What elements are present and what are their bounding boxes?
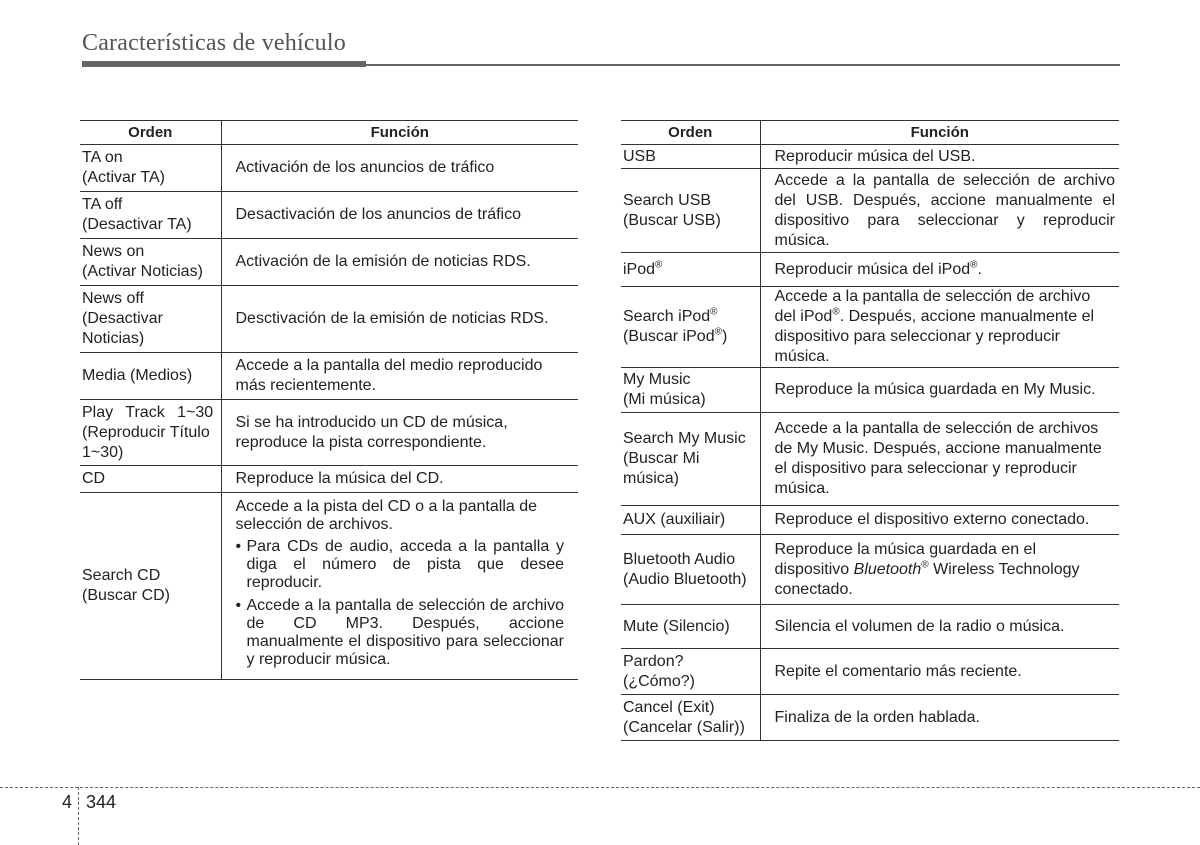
command-text: música) (623, 470, 680, 487)
function-text: Accede a la pantalla de selección de archivo del iPod (774, 288, 1091, 325)
registered-mark: ® (970, 259, 978, 271)
command-text: Play Track 1~30 (82, 403, 214, 421)
command-text: ) (721, 328, 728, 345)
registered-mark: ® (921, 559, 929, 571)
command-text: My Music (623, 371, 691, 388)
command-text: (Cancelar (Salir)) (623, 718, 745, 736)
function-cell (221, 493, 578, 680)
command-text: TA off (82, 196, 123, 213)
table-row (621, 506, 1119, 535)
table-row (621, 535, 1119, 605)
command-text: TA on (82, 149, 123, 166)
function-cell: Accede a la pantalla de selección de archivo del USB. Después, accione manualmente el dispositivo para seleccionar y reproducir música. (760, 169, 1119, 253)
page-title: Características de vehículo (82, 30, 346, 56)
table-row (621, 368, 1119, 413)
column-header-function: Función (760, 121, 1119, 145)
function-cell (760, 253, 1119, 287)
function-cell: Si se ha introducido un CD de música, reproduce la pista correspondiente. (221, 400, 578, 466)
registered-mark: ® (655, 259, 663, 271)
table-row (80, 400, 578, 466)
function-text-italic: Bluetooth (853, 560, 922, 578)
function-cell (760, 535, 1119, 605)
function-text: Accede a la pista del CD o a la pantalla de selección de archivos. (235, 498, 538, 533)
command-text: Bluetooth Audio (623, 550, 736, 568)
command-text: (Activar Noticias) (82, 263, 203, 280)
table-row (80, 493, 578, 680)
function-cell: Activación de los anuncios de tráfico (221, 145, 578, 192)
bullet-item: • Para CDs de audio, acceda a la pantalla y diga el número de pista que desee reproducir. (236, 538, 565, 592)
command-cell (621, 253, 760, 287)
column-header-order: Orden (80, 121, 221, 145)
command-text: (Buscar Mi (623, 450, 700, 467)
table-row (621, 253, 1119, 287)
table-row (80, 145, 578, 192)
header-rule-accent (82, 61, 366, 67)
command-cell (621, 287, 760, 368)
function-cell: Accede a la pantalla del medio reproducido más recientemente. (221, 353, 578, 400)
table-row (80, 239, 578, 286)
command-text: (Reproducir Título (82, 423, 210, 441)
command-text: (Audio Bluetooth) (623, 570, 747, 588)
bullet-item: • Accede a la pantalla de selección de archivo de CD MP3. Después, accione manualmente el dispositivo para seleccionar y reproducir música. (236, 597, 565, 669)
command-text: Pardon? (623, 652, 684, 670)
table-row (621, 287, 1119, 368)
function-text: . Después, accione manualmente el dispositivo para seleccionar y reproducir música. (774, 308, 1095, 365)
command-text: News on (82, 243, 145, 260)
command-cell (621, 649, 760, 695)
registered-mark: ® (714, 326, 722, 338)
command-cell (80, 239, 221, 286)
table-header-row (80, 121, 578, 145)
command-cell (80, 400, 221, 466)
command-text: (Buscar USB) (623, 211, 721, 229)
function-cell: Desactivación de los anuncios de tráfico (221, 192, 578, 239)
command-cell (80, 145, 221, 192)
command-cell (621, 695, 760, 741)
table-row (621, 695, 1119, 741)
command-text: Search My Music (623, 430, 746, 447)
command-text: News off (82, 290, 144, 307)
function-cell (760, 287, 1119, 368)
function-text: Wireless Technology conectado. (774, 560, 1080, 598)
function-text: Reproduce la música guardada en el dispositivo (774, 540, 1036, 578)
function-cell: Reproduce la música guardada en My Music. (760, 368, 1119, 413)
command-cell (621, 535, 760, 605)
command-text: (¿Cómo?) (623, 672, 696, 690)
command-cell (621, 169, 760, 253)
function-text: Reproducir música del iPod (774, 260, 971, 278)
bullet-list (236, 538, 565, 669)
voice-command-table-right (621, 120, 1119, 741)
table-row (621, 605, 1119, 649)
command-text: (Desactivar TA) (82, 216, 192, 233)
command-text: Cancel (Exit) (623, 698, 715, 716)
command-text: (Activar TA) (82, 169, 165, 186)
command-text: Search USB (623, 191, 712, 209)
table-row (621, 413, 1119, 506)
command-text: iPod (623, 260, 656, 278)
command-text: (Desactivar (82, 310, 163, 327)
function-cell: Desctivación de la emisión de noticias RDS. (221, 286, 578, 353)
command-text: Noticias) (82, 330, 145, 347)
voice-command-table-left (80, 120, 578, 680)
command-text: 1~30) (82, 443, 124, 461)
page-number: 344 (86, 792, 117, 812)
command-cell (621, 368, 760, 413)
table-row (621, 145, 1119, 169)
command-cell: Media (Medios) (80, 353, 221, 400)
command-text: Search CD (82, 567, 161, 584)
command-cell: CD (80, 466, 221, 493)
column-header-function: Función (221, 121, 578, 145)
registered-mark: ® (710, 306, 718, 318)
function-cell: Silencia el volumen de la radio o música. (760, 605, 1119, 649)
command-cell (621, 413, 760, 506)
table-row (80, 286, 578, 353)
function-cell: Reproduce el dispositivo externo conectado. (760, 506, 1119, 535)
footer-divider (78, 787, 79, 845)
function-cell: Activación de la emisión de noticias RDS. (221, 239, 578, 286)
function-cell: Accede a la pantalla de selección de archivos de My Music. Después, accione manualmente el dispositivo para seleccionar y reproducir música. (760, 413, 1119, 506)
table-row (80, 466, 578, 493)
command-cell: Mute (Silencio) (621, 605, 760, 649)
command-text: Search iPod (623, 308, 711, 325)
command-text: (Buscar CD) (82, 587, 171, 604)
function-cell: Repite el comentario más reciente. (760, 649, 1119, 695)
function-cell: Finaliza de la orden hablada. (760, 695, 1119, 741)
registered-mark: ® (832, 306, 840, 318)
command-text: (Buscar iPod (623, 328, 715, 345)
table-row (621, 169, 1119, 253)
section-number: 4 (62, 792, 73, 812)
table-row (80, 192, 578, 239)
command-cell (80, 286, 221, 353)
command-cell (80, 493, 221, 680)
command-cell (80, 192, 221, 239)
function-cell: Reproducir música del USB. (760, 145, 1119, 169)
table-row (621, 649, 1119, 695)
table-row (80, 353, 578, 400)
page-header (82, 30, 1120, 70)
command-cell: USB (621, 145, 760, 169)
footer-rule (0, 787, 1200, 788)
command-text: (Mi música) (623, 391, 706, 408)
function-text: . (977, 260, 982, 278)
table-header-row (621, 121, 1119, 145)
column-header-order: Orden (621, 121, 760, 145)
command-cell: AUX (auxiliair) (621, 506, 760, 535)
function-cell: Reproduce la música del CD. (221, 466, 578, 493)
